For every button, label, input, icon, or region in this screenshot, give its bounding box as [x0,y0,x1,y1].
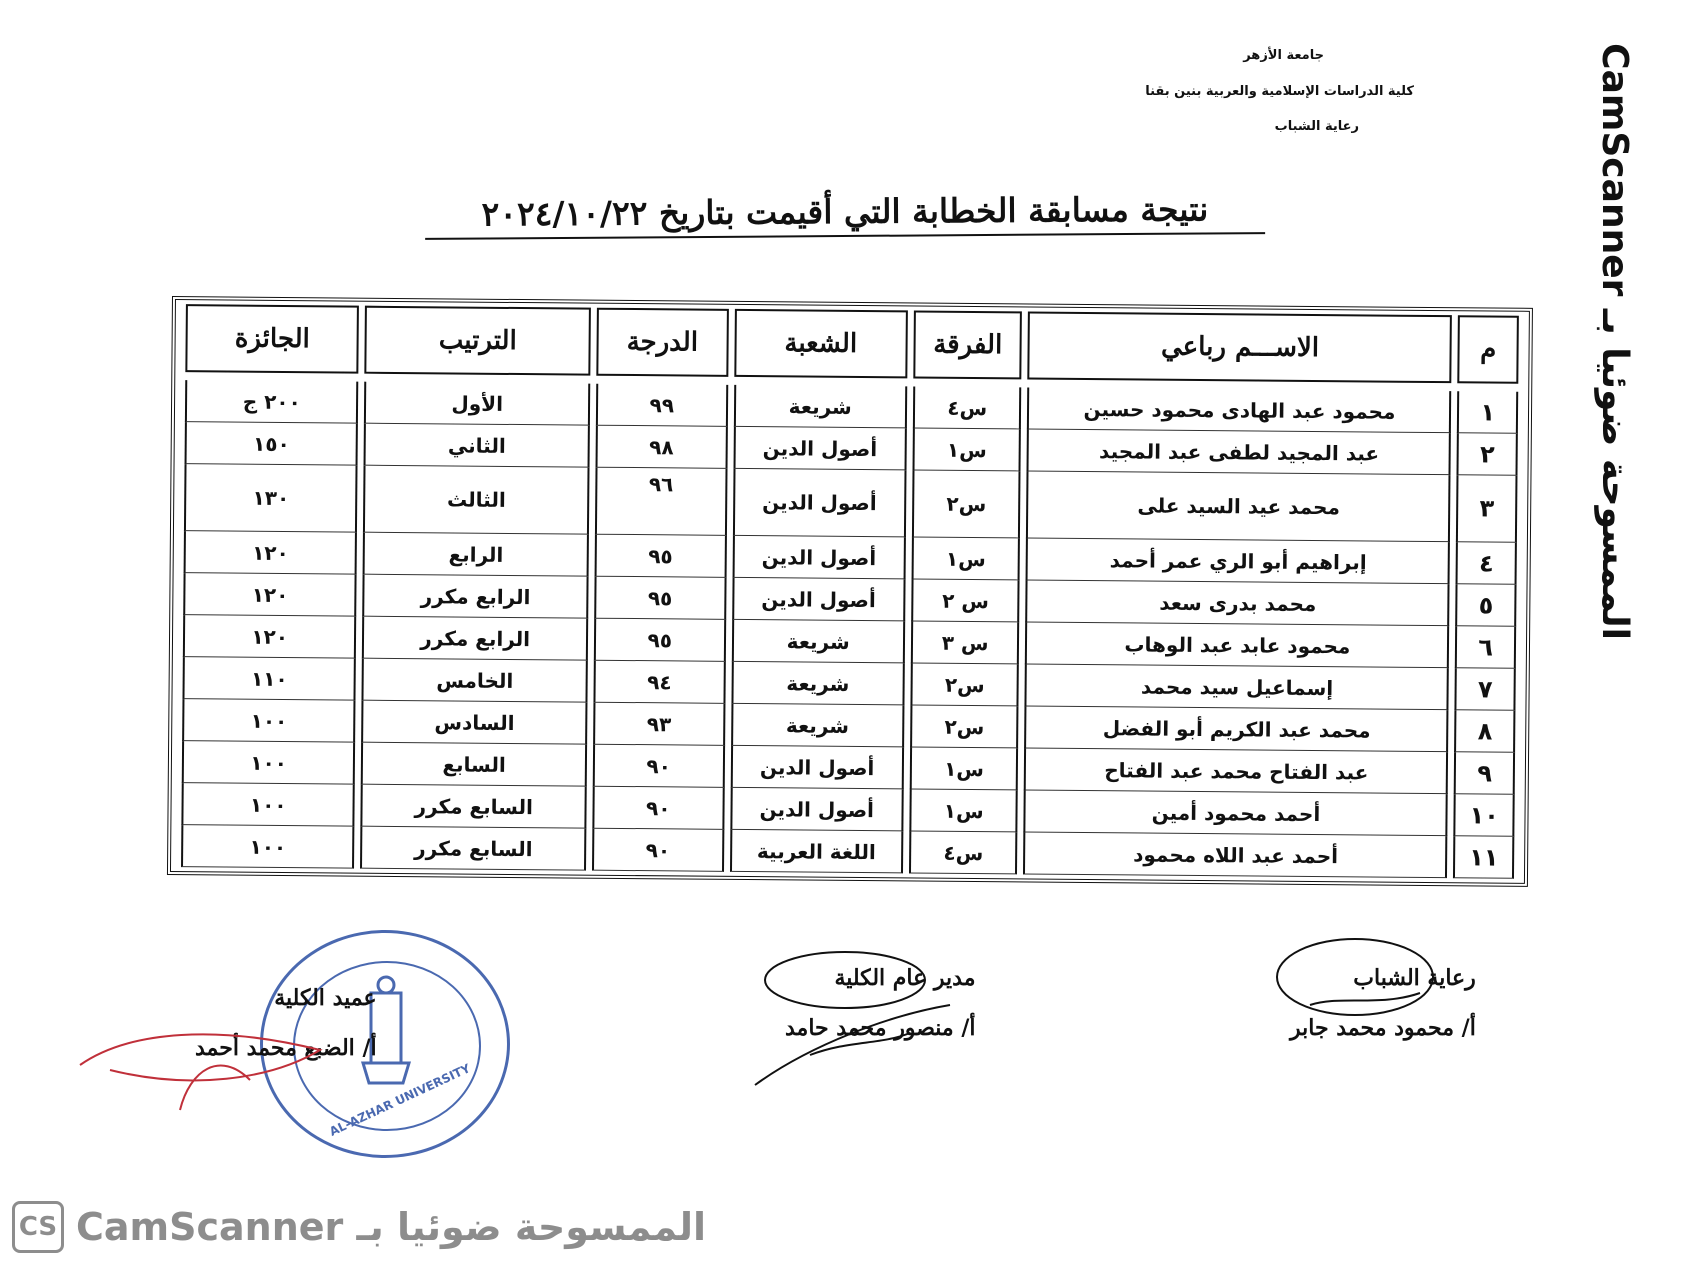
col-header-number: م [1458,315,1519,384]
row-number: ١١ [1453,836,1514,879]
student-name: أحمد محمود أمين [1024,790,1448,836]
student-name: محمود عبد الهادى محمود حسين [1027,387,1451,433]
row-number: ٥ [1456,584,1517,627]
department-name: رعاية الشباب [1274,119,1359,135]
signature-title: مدير عام الكلية [834,965,976,991]
signature-title: رعاية الشباب [1353,965,1476,991]
results-table [175,304,1525,879]
student-name: أحمد عبد اللاه محمود [1023,832,1447,878]
student-score: ٩٣ [593,703,725,746]
table-header-row [185,304,1519,384]
student-name: إسماعيل سيد محمد [1025,664,1449,710]
student-division: شريعة [731,662,905,706]
student-division: أصول الدين [732,469,906,538]
student-rank: الأول [364,382,590,426]
student-name: محمد بدرى سعد [1026,580,1450,626]
signature-title: عميد الكلية [274,985,377,1011]
student-year: س٢ [910,705,1019,748]
col-header-name: الاســـم رباعي [1028,311,1453,383]
student-score: ٩٥ [594,577,726,620]
student-year: س٤ [913,386,1022,429]
student-score: ٩٥ [595,535,727,578]
student-prize: ٢٠٠ ج [185,380,359,424]
signature-name: أ/ الضبع محمد أحمد [195,1035,377,1061]
row-number: ٨ [1455,710,1516,753]
student-prize: ١٠٠ [182,699,356,743]
camscanner-logo-icon: CS [12,1201,64,1253]
page-title: نتيجة مسابقة الخطابة التي أقيمت بتاريخ ٢٠٢٤/١٠/٢٢ [425,189,1265,240]
student-rank: السابع مكرر [361,785,587,829]
student-prize: ١٢٠ [183,573,357,617]
signature-name: أ/ منصور محمد حامد [785,1015,976,1041]
student-division: أصول الدين [730,746,904,790]
row-number: ٤ [1456,542,1517,585]
student-division: أصول الدين [732,578,906,622]
student-year: س١ [911,537,1020,580]
camscanner-watermark [12,1198,706,1256]
col-header-score: الدرجة [596,308,728,377]
student-score: ٩٠ [593,745,725,788]
student-year: س ٣ [911,621,1020,664]
student-name: محمود عابد عبد الوهاب [1025,622,1449,668]
student-rank: الرابع [363,533,589,577]
student-prize: ١٥٠ [185,422,359,466]
student-score: ٩٨ [595,426,727,469]
row-number: ١٠ [1454,794,1515,837]
student-score: ٩٠ [592,829,724,872]
signature-name: أ/ محمود محمد جابر [1290,1015,1476,1041]
row-number: ٣ [1456,475,1517,543]
student-division: شريعة [733,385,907,429]
student-rank: الثالث [363,466,589,535]
row-number: ٢ [1457,433,1518,476]
student-year: س١ [910,747,1019,790]
student-rank: السابع مكرر [360,827,586,871]
student-prize: ١٠٠ [181,825,355,869]
student-year: س٢ [912,470,1021,538]
student-division: اللغة العربية [730,830,904,874]
student-year: س١ [909,789,1018,832]
student-name: محمد عيد السيد على [1026,471,1451,542]
student-rank: الخامس [362,659,588,703]
student-score: ٩٠ [592,787,724,830]
document-header [1124,48,1424,135]
student-prize: ١٢٠ [183,615,357,659]
manager-signature-scribble [750,945,980,1095]
student-rank: الرابع مكرر [362,617,588,661]
row-number: ١ [1457,391,1518,434]
student-name: عبد الفتاح محمد عبد الفتاح [1024,748,1448,794]
stamp-text: AL-AZHAR UNIVERSITY [327,1061,473,1139]
student-prize: ١٢٠ [184,531,358,575]
col-header-rank: الترتيب [365,306,591,376]
results-table-frame [167,296,1533,887]
col-header-year: الفرقة [913,310,1022,379]
student-rank: السابع [361,743,587,787]
student-year: س٢ [910,663,1019,706]
student-rank: الثاني [364,424,590,468]
student-division: أصول الدين [733,427,907,471]
row-number: ٧ [1455,668,1516,711]
student-score: ٩٤ [593,661,725,704]
student-score: ٩٦ [595,468,727,536]
student-division: شريعة [731,704,905,748]
youth-care-signature-scribble [1270,935,1450,1025]
student-division: أصول الدين [732,536,906,580]
student-rank: السادس [361,701,587,745]
camscanner-side-watermark: الممسوحة ضوئيا بـ CamScanner [1594,43,1635,640]
dean-signature-scribble [70,1010,340,1120]
student-prize: ١٣٠ [184,464,358,533]
student-prize: ١٠٠ [181,783,355,827]
col-header-division: الشعبة [734,309,908,379]
student-rank: الرابع مكرر [363,575,589,619]
student-year: س١ [912,428,1021,471]
camscanner-text: CamScanner الممسوحة ضوئيا بـ [76,1205,706,1249]
student-name: محمد عبد الكريم أبو الفضل [1025,706,1449,752]
student-prize: ١٠٠ [182,741,356,785]
student-year: س٤ [909,831,1018,874]
student-division: أصول الدين [730,788,904,832]
student-division: شريعة [731,620,905,664]
row-number: ٦ [1455,626,1516,669]
student-name: عبد المجيد لطفى عبد المجيد [1027,429,1451,475]
student-score: ٩٥ [594,619,726,662]
row-number: ٩ [1454,752,1515,795]
col-header-prize: الجائزة [185,304,359,374]
student-name: إبراهيم أبو الري عمر أحمد [1026,538,1450,584]
faculty-name: كلية الدراسات الإسلامية والعربية بنين بقنا [1145,83,1414,99]
table-row [184,464,1518,543]
student-year: س ٢ [911,579,1020,622]
university-name: جامعة الأزهر [1243,48,1324,63]
student-prize: ١١٠ [182,657,356,701]
student-score: ٩٩ [596,384,728,427]
